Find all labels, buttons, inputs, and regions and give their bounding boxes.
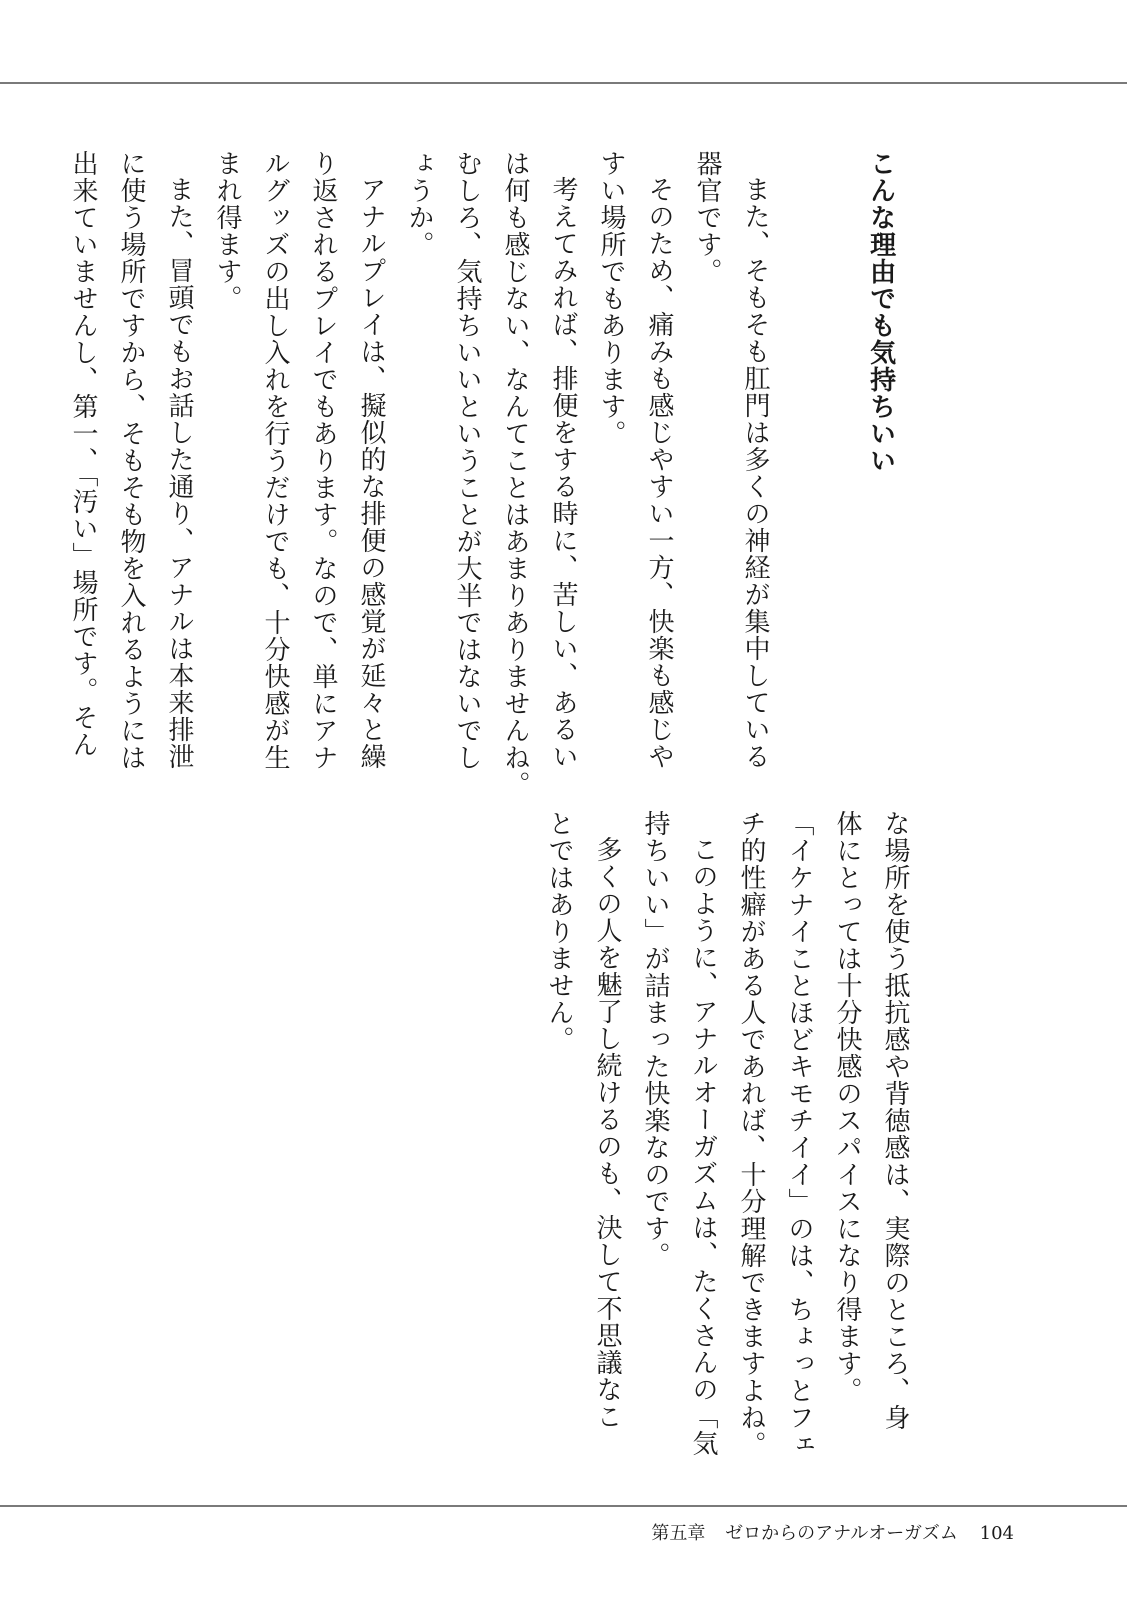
paragraph: 多くの人を魅了し続けるのも、決して不思議なこ とではありません。 (544, 810, 622, 1430)
paragraph: また、冒頭でもお話した通り、アナルは本来排泄 に使う場所ですから、そもそも物を入れるようには 出来ていませんし、第一、「汚い」場所です。そん (68, 150, 194, 771)
top-rule (0, 82, 1127, 84)
paragraph: アナルプレイは、擬似的な排便の感覚が延々と繰 り返されるプレイでもあります。なので、単にアナ ルグッズの出し入れを行うだけでも、十分快感が生 まれ得ます。 (212, 150, 386, 771)
lower-text-block (535, 810, 919, 1458)
footer-book-title: ゼロからのアナルオーガズム (725, 1523, 958, 1544)
page-number: 104 (979, 1523, 1014, 1544)
running-footer (651, 1522, 1014, 1546)
paragraph: このように、アナルオーガズムは、たくさんの「気 持ちいい」が詰まった快楽なのです。 (640, 810, 718, 1457)
paragraph: そのため、痛みも感じやすい一方、快楽も感じや すい場所でもあります。 (596, 150, 674, 770)
paragraph: 考えてみれば、排便をする時に、苦しい、あるい は何も感じない、なんてことはあまりありませんね。 むしろ、気持ちいいということが大半ではないでし ょうか。 (404, 150, 578, 798)
section-heading: こんな理由でも気持ちいい (865, 150, 896, 474)
upper-text-block (59, 150, 779, 798)
paragraph: また、そもそも肛門は多くの神経が集中している 器官です。 (692, 150, 770, 770)
footer-chapter: 第五章 (651, 1523, 706, 1544)
paragraph: な場所を使う抵抗感や背徳感は、実際のところ、身 体にとっては十分快感のスパイスになり得ます。 「イケナイことほどキモチイイ」のは、ちょっとフェ チ的性癖がある人であれば、十分理解できますよね。 (736, 810, 910, 1458)
bottom-rule (0, 1505, 1127, 1507)
